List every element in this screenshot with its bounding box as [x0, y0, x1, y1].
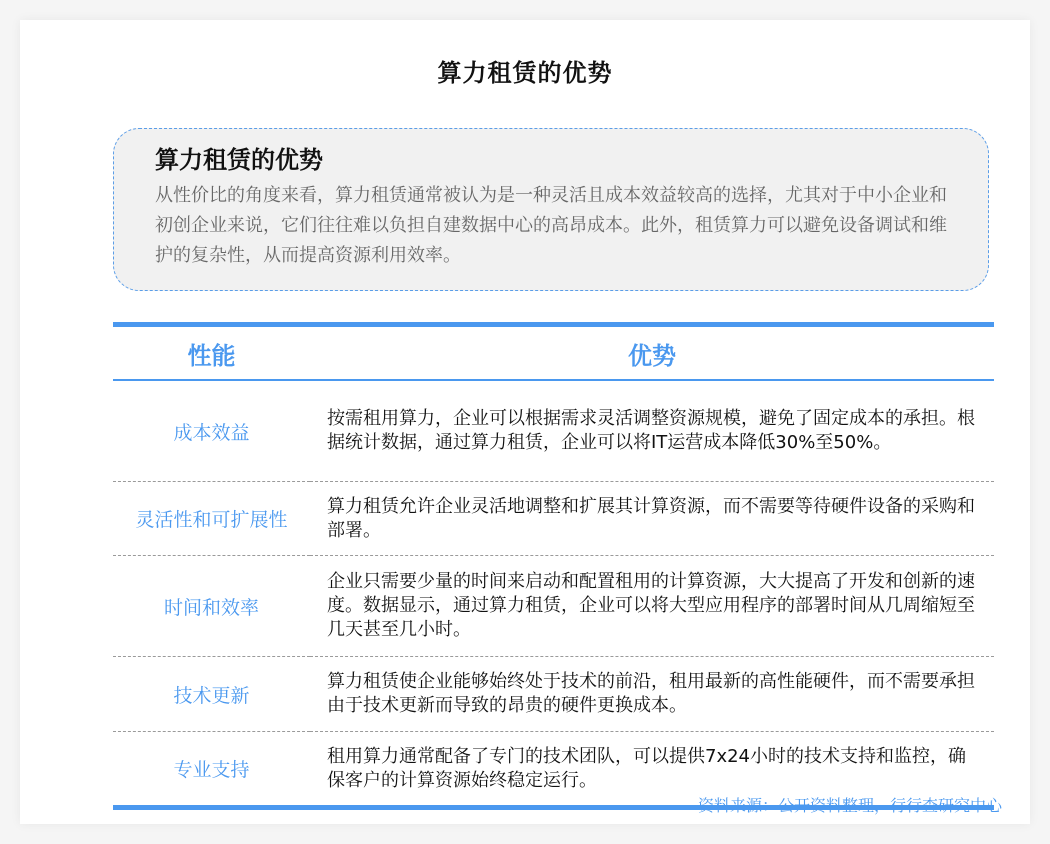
- table-row: [113, 556, 994, 657]
- intro-text: 从性价比的角度来看，算力租赁通常被认为是一种灵活且成本效益较高的选择，尤其对于中小企业和初创企业来说，它们往往难以负担自建数据中心的高昂成本。此外，租赁算力可以避免设备调试和维护的复杂性，从而提高资源利用效率。: [155, 185, 947, 266]
- page-title: 算力租赁的优势: [437, 59, 613, 87]
- feature-cell: 灵活性和可扩展性: [135, 509, 288, 531]
- header-feature: 性能: [187, 341, 236, 370]
- advantage-cell: 算力租赁允许企业灵活地调整和扩展其计算资源，而不需要等待硬件设备的采购和部署。: [327, 495, 975, 541]
- content-card: [20, 20, 1030, 824]
- intro-box: [113, 128, 989, 291]
- table-row: [113, 380, 994, 482]
- feature-cell: 时间和效率: [163, 596, 259, 619]
- feature-cell: 成本效益: [173, 421, 250, 444]
- advantages-table-wrapper: [113, 322, 994, 810]
- advantage-cell: 按需租用算力，企业可以根据需求灵活调整资源规模，避免了固定成本的承担。根据统计数据，通过算力租赁，企业可以将IT运营成本降低30%至50%。: [327, 408, 975, 453]
- advantage-cell: 租用算力通常配备了专门的技术团队，可以提供7x24小时的技术支持和监控，确保客户的计算资源始终稳定运行。: [327, 745, 967, 791]
- source-note: 资料来源：公开资料整理，行行查研究中心: [697, 796, 1002, 815]
- feature-cell: 专业支持: [173, 759, 250, 781]
- intro-heading: 算力租赁的优势: [155, 146, 323, 174]
- header-advantage: 优势: [628, 341, 676, 370]
- feature-cell: 技术更新: [173, 684, 250, 707]
- advantage-cell: 算力租赁使企业能够始终处于技术的前沿，租用最新的高性能硬件，而不需要承担由于技术更新而导致的昂贵的硬件更换成本。: [327, 671, 975, 716]
- advantages-table: [113, 322, 994, 810]
- table-header-row: [113, 325, 994, 381]
- advantage-cell: 企业只需要少量的时间来启动和配置租用的计算资源，大大提高了开发和创新的速度。数据显示，通过算力租赁，企业可以将大型应用程序的部署时间从几周缩短至几天甚至几小时。: [327, 571, 975, 640]
- table-row: [113, 657, 994, 732]
- table-row: [113, 482, 994, 556]
